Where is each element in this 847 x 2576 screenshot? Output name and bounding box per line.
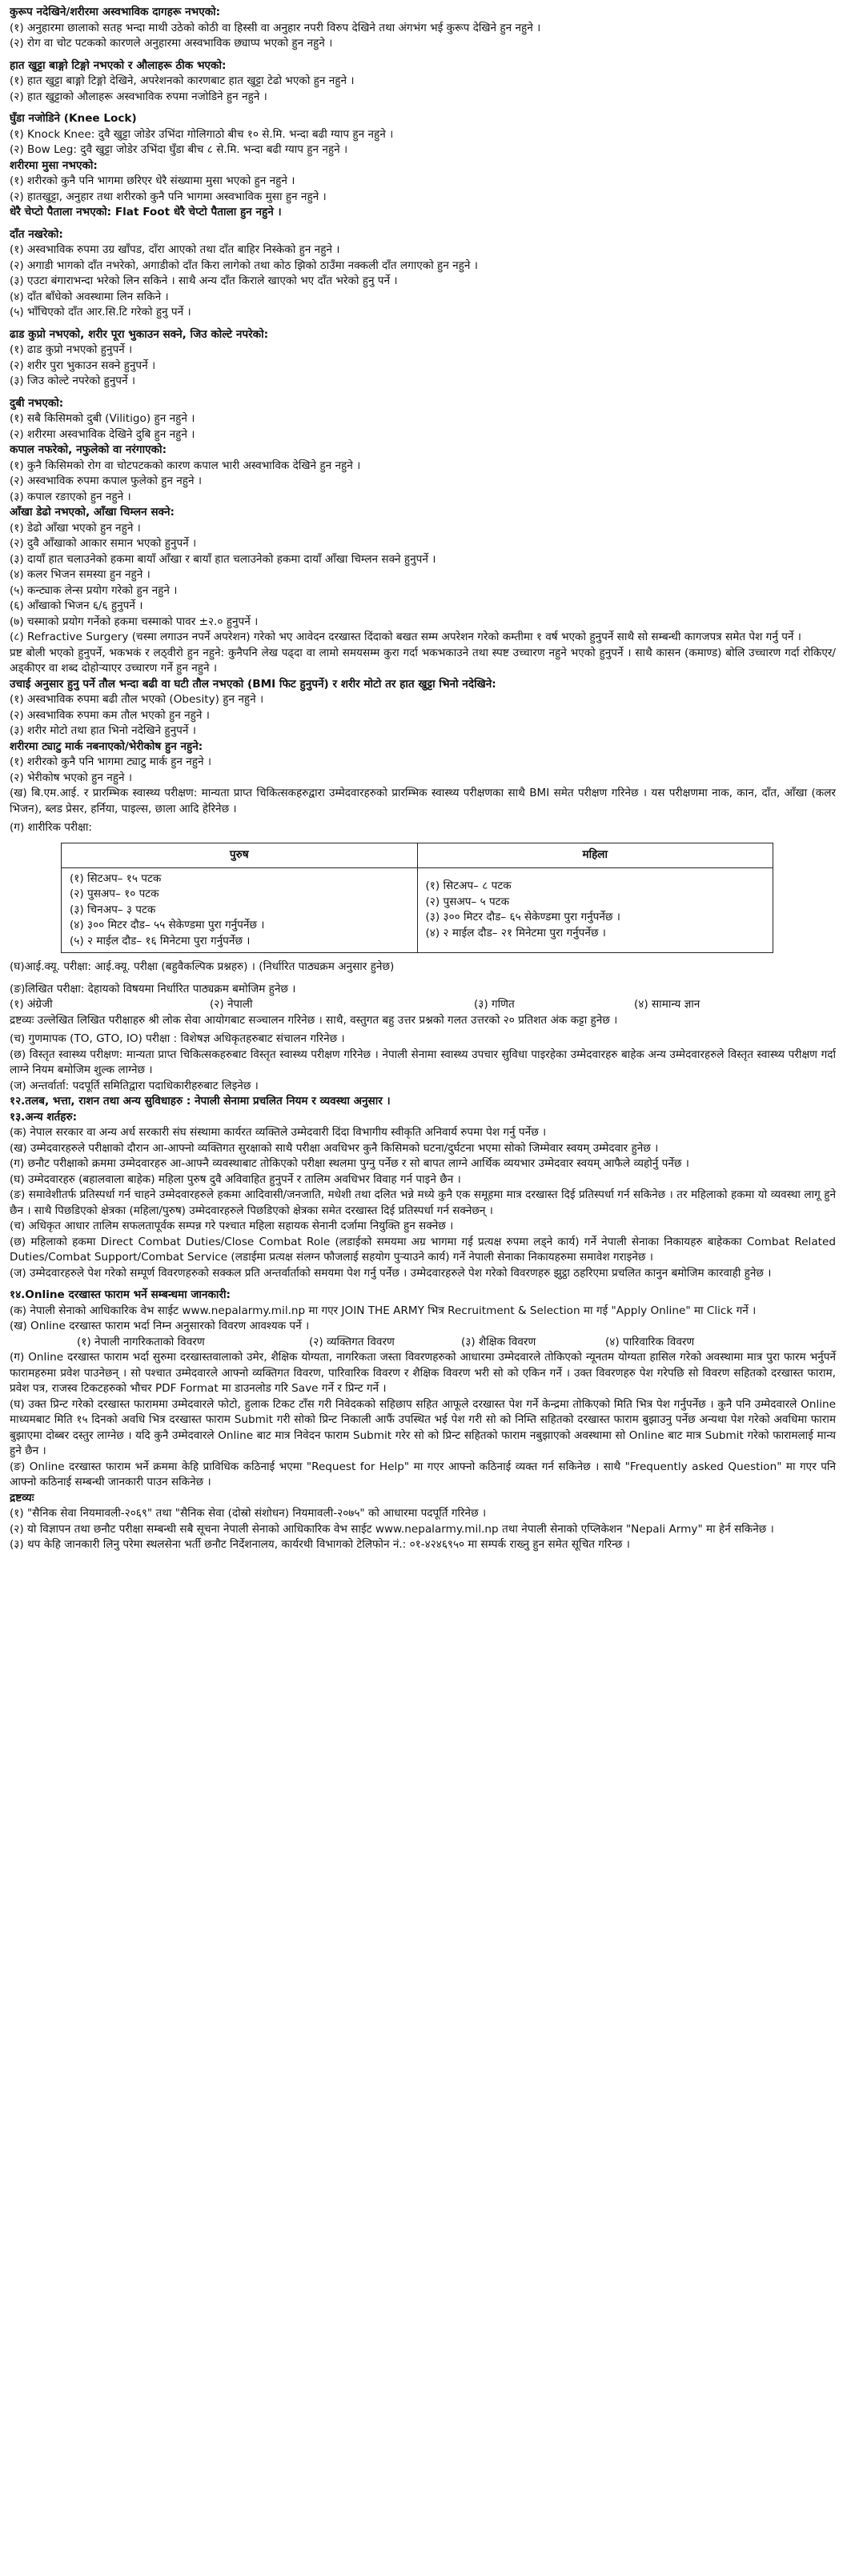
text-line: (२) यो विज्ञापन तथा छनौट परीक्षा सम्बन्धी सबै सूचना नेपाली सेनाको आधिकारिक वेभ साईट www.nepalarmy.mil.np तथा नेपाली सेनाको एप्लिकेशन "Nepali Army" मा हेर्न सकिनेछ । — [10, 1522, 774, 1536]
text-line: (२) अस्वभाविक रुपमा कपाल फुलेको हुन नहुने । — [10, 475, 203, 487]
text-line: (ग) Online दरखास्त फाराम भर्दा सुरुमा दरखास्तवालाको उमेर, शैक्षिक योग्यता, नागरिकता जस्ता विवरणहरुको आधारमा उम्मेदवारले तोकिएको न्यूनतम योग्यता हासिल गरेको अवस्थामा मात्र पुरा फारम भर्नुपर्ने फारामहरुमा प्रवेश पाउनेछन् । सो पश्चात उम्मेदवारले आफ्नो व्यक्तिगत विवरण, पारिवारिक विवरण र शैक्षिक विवरण भरी सो को एकिन गर्ने । उक्त विवरणहरु पेश गरेपछि सो विवरण सहितको दरखास्त फाराम, प्रवेश पत्र, राजस्व टिकटहरुको भौचर PDF Format मा डाउनलोड गरि Save गर्ने र प्रिन्ट गर्ने । — [10, 1351, 836, 1395]
section-heading: धेरै चेप्टो पैताला नभएको: Flat Foot धेरै चेप्टो पैताला हुन नहुने । — [10, 206, 282, 218]
section-heading: ढाड कुप्रो नभएको, शरीर पूरा भुकाउन सक्ने, जिउ कोल्टे नपरेको: — [10, 327, 269, 341]
text-line: (२) Bow Leg: दुवै खुट्टा जोडेर उभिंदा घुँडा बीच ८ से.मि. भन्दा बढी ग्याप हुन नहुने । — [10, 143, 348, 156]
female-item: (२) पुसअप– ५ पटक — [425, 895, 510, 908]
spacer — [10, 321, 836, 327]
subject-item: (३) गणित — [474, 998, 515, 1011]
online-item: (२) व्यक्तिगत विवरण — [309, 1335, 395, 1348]
text-line: (१) अस्वभाविक रुपमा उग्र खाँपड, दाँरा आएको तथा दाँत बाहिर निस्केको हुन नहुने । — [10, 243, 340, 256]
section-heading: १४.Online दरखास्त फाराम भर्ने सम्बन्धमा जानकारी: — [10, 1288, 231, 1301]
female-item: (१) सिटअप– ८ पटक — [425, 879, 512, 893]
section-heading: आँखा डेढो नभएको, आँखा चिम्लन सक्ने: — [10, 506, 175, 519]
text-line: (घ) उक्त प्रिन्ट गरेको दरखास्त फाराममा उम्मेदवारले फोटो, हुलाक टिकट टाँस गरी निवेदकको सहिछाप सहित आफूले दरखास्त पेश गर्ने केन्द्रमा तोकिएको मिति भित्र पेश गर्नुपर्नेछ । कुनै पनि उम्मेदवारले Online माध्यमबाट मिति १५ दिनको अवधि भित्र दरखास्त फाराम Submit गरी सोको प्रिन्ट निकाली आफैं उपस्थित भई पेश गरी सो को निम्ति सहितको दरखास्त फाराम बुझाउनु पर्नेछ अन्यथा पेश गरेको अवधिमा फाराम बुझाएमा दोब्बर दस्तुर लाग्नेछ । यदि कुनै उम्मेदवारले Online बाट मात्र निवेदन फाराम Submit गरेर सो को प्रिन्ट सहितको फाराम नबुझाएको अवस्थामा सो Online बाट मात्र Submit गरेको फारामलाई मान्य हुने छैन । — [10, 1397, 836, 1457]
female-item: (४) २ माईल दौड– २१ मिनेटमा पुरा गर्नुपर्नेछ । — [425, 926, 606, 939]
section-heading: हात खुट्टा बाङ्गो टिङ्गो नभएको र औलाहरू ठीक भएको: — [10, 58, 227, 72]
text-line: (१) अस्वभाविक रुपमा बढी तौल भएको (Obesity) हुन नहुने । — [10, 693, 264, 706]
physical-test-heading: (ग) शारीरिक परीक्षा: — [10, 821, 92, 834]
text-line: (२) दुवै आँखाको आकार समान भएको हुनुपर्ने । — [10, 537, 197, 550]
text-line: (ङ) समावेशीतर्फ प्रतिस्पर्धा गर्न चाहने उम्मेदवारहरुले हकमा आदिवासी/जनजाति, मधेशी तथा दलित भन्ने मध्ये कुनै एक समूहमा मात्र दरखास्त दिई प्रतिस्पर्धा गर्न सकिनेछ । तर महिलाको हकमा यो व्यवस्था लागू हुने छैन । साथै पिछडिएको क्षेत्रका (महिला/पुरुष) उम्मेदवारहरुले पिछडिएको क्षेत्रका समेत दरखास्त दिई प्रतिस्पर्धा गर्न सक्नेछन् । — [10, 1188, 836, 1217]
section-heading: १३.अन्य शर्तहरु: — [10, 1110, 78, 1124]
text-line: (६) आँखाको भिजन ६/६ हुनुपर्ने । — [10, 599, 143, 612]
tests-section — [10, 959, 836, 997]
section-heading: शरीरमा मुसा नभएको: — [10, 158, 98, 172]
text-line: (२) अस्वभाविक रुपमा कम तौल भएको हुन नहुने । — [10, 708, 210, 722]
text-line: (ज) अन्तर्वार्ता: पदपूर्ति समितिद्वारा पदाधिकारीहरुबाट लिइनेछ । — [10, 1079, 259, 1092]
online-instructions-section — [10, 1350, 836, 1553]
text-line: (२) शरीर पुरा भुकाउन सक्ने हुनुपर्ने । — [10, 359, 156, 372]
spacer — [10, 1281, 836, 1288]
text-line: (क) नेपाली सेनाको आधिकारिक वेभ साईट www.nepalarmy.mil.np मा गएर JOIN THE ARMY भित्र Recruitment & Selection मा गई "Apply Online" मा Click गर्ने । — [10, 1304, 757, 1317]
text-line: (४) कलर भिजन समस्या हुन नहुने । — [10, 568, 151, 581]
male-item: (५) २ माईल दौड– १६ मिनेटमा पुरा गर्नुपर्नेछ । — [70, 934, 251, 947]
female-item: (३) ३०० मिटर दौड– ६५ सेकेण्डमा पुरा गर्नुपर्नेछ । — [425, 911, 620, 924]
text-line: (ग) छनौट परीक्षाको क्रममा उम्मेदवारहरु आ-आफ्नै व्यवस्थाबाट तोकिएको परीक्षा स्थलमा पुग्नु पर्नेछ र सो बापत लाग्ने आर्थिक व्ययभार उम्मेदवार स्वयम् आफैले व्यहोर्नु पर्नेछ । — [10, 1157, 689, 1170]
text-line: (२) अगाडी भागको दाँत नभरेको, अगाडीको दाँत किरा लागेको तथा कोठ झिको ठाउँमा नक्कली दाँत लगाएको हुन नहुने । — [10, 258, 478, 272]
male-header: पुरुष — [62, 843, 418, 867]
text-line: (१) Knock Knee: दुवै खुट्टा जोडेर उभिंदा गोलिगाठो बीच १० से.मि. भन्दा बढी ग्याप हुन नहुने । — [10, 127, 394, 141]
text-line: (१) कुनै किसिमको रोग वा चोटपटकको कारण कपाल भारी अस्वभाविक देखिने हुन नहुने । — [10, 459, 361, 472]
text-line: (३) दायाँ हात चलाउनेको हकमा बायाँ आँखा र बायाँ हात चलाउनेको हकमा दायाँ आँखा चिम्लन सक्ने हुनुपर्ने । — [10, 552, 436, 566]
text-line: (ख) बि.एम.आई. र प्रारम्भिक स्वास्थ्य परीक्षण: मान्यता प्राप्त चिकित्सकहरुद्वारा उम्मेदवारहरुको प्रारम्भिक स्वास्थ्य परीक्षणका साथै BMI समेत परीक्षण गरिनेछ । यस परीक्षणमा नाक, कान, दाँत, आँखा (कलर भिजन), ब्लड प्रेसर, हर्निया, पाइल्स, छाला आदि हेरिनेछ । — [10, 787, 836, 815]
text-line: (३) थप केहि जानकारी लिनु परेमा स्थलसेना भर्ती छनौट निर्देशनालय, कार्यरथी विभागको टेलिफोन नं.: ०१-४२४६९५० मा सम्पर्क राख्नु हुन समेत सूचित गरिन्छ । — [10, 1538, 630, 1551]
male-item: (२) पुसअप– १० पटक — [70, 887, 159, 900]
section-heading: उचाई अनुसार हुनु पर्ने तौल भन्दा बढी वा घटी तौल नभएको (BMI फिट हुनुपर्ने) र शरीर मोटो तर हात खुट्टा भिनो नदेखिने: — [10, 677, 496, 691]
text-line: (१) अनुहारमा छालाको सतह भन्दा माथी उठेको कोठी वा हिस्सी वा अनुहार नपरी विरुप देखिने तथा अंगभंग भई कुरूप देखिने हुन नहुने । — [10, 21, 541, 34]
text-line: (२) रोग वा चोट पटकको कारणले अनुहारमा अस्वभाविक छ्याप्प भएको हुन नहुने । — [10, 37, 333, 50]
text-line: द्रष्टव्यः उल्लेखित लिखित परीक्षाहरु श्री लोक सेवा आयोगबाट सञ्चालन गरिनेछ । साथै, वस्तुगत बहु उत्तर प्रश्नको गलत उत्तरको २० प्रतिशत अंक कट्टा हुनेछ । — [10, 1013, 618, 1027]
conditions-section — [10, 1013, 836, 1335]
text-line: (क) नेपाल सरकार वा अन्य अर्ध सरकारी संघ संस्थामा कार्यरत व्यक्तिले उम्मेदवारी दिंदा विभागीय स्वीकृति अनिवार्य रुपमा पेश गर्नु पर्नेछ । — [10, 1126, 547, 1139]
online-item: (१) नेपाली नागरिकताको विवरण — [77, 1335, 205, 1348]
spacer — [10, 976, 836, 982]
text-line: (२) हातखुट्टा, अनुहार तथा शरीरको कुनै पनि भागमा अस्वभाविक मुसा हुन नहुने । — [10, 190, 327, 203]
text-line: (१) डेढो आँखा भएको हुन नहुने । — [10, 521, 141, 535]
male-item: (३) चिनअप– ३ पटक — [70, 903, 156, 916]
section-heading: दुबी नभएको: — [10, 396, 64, 410]
text-line: (५) कन्ट्याक लेन्स प्रयोग गरेको हुन नहुने । — [10, 583, 178, 597]
text-line: (ख) उम्मेदवारहरुले परीक्षाको दौरान आ-आफ्नो व्यक्तिगत सुरक्षाको साथै परीक्षा अवधिभर कुनै किसिमको घटना/दुर्घटना भएमा सोको जिम्मेवार स्वयम् उम्मेदवार हुनेछ । — [10, 1141, 659, 1155]
requirements-section — [10, 5, 836, 817]
written-subjects — [10, 997, 836, 1013]
text-line: (घ)आई.क्यू. परीक्षा: आई.क्यू. परीक्षा (बहुवैकल्पिक प्रश्नहरु) । (निर्धारित पाठ्यक्रम अनुसार हुनेछ) — [10, 960, 395, 973]
text-line: (छ) विस्तृत स्वास्थ्य परीक्षण: मान्यता प्राप्त चिकित्सकहरुबाट विस्तृत स्वास्थ्य परीक्षण गरिनेछ । नेपाली सेनामा स्वास्थ्य उपचार सुविधा पाइरहेका उम्मेदवारहरु बाहेक अन्य उम्मेदवारहरुले विस्तृत स्वास्थ्य परीक्षण गर्दा लाग्ने नियम बमोजिम शुल्क लाग्नेछ । — [10, 1048, 836, 1076]
subject-item: (४) सामान्य ज्ञान — [634, 998, 700, 1011]
text-line: (१) ढाड कुप्रो नभएको हुनुपर्ने । — [10, 343, 133, 356]
text-line: (२) शरीरमा अस्वभाविक देखिने दुबि हुन नहुने । — [10, 427, 195, 441]
section-heading: घुँडा नजोडिने (Knee Lock) — [10, 112, 137, 125]
text-line: (२) भेरीकोष भएको हुन नहुने । — [10, 771, 132, 784]
subject-item: (२) नेपाली — [210, 998, 253, 1011]
text-line: (छ) महिलाको हकमा Direct Combat Duties/Close Combat Role (लडाईको समयमा अग्र भागमा गई प्रत्यक्ष रुपमा लड्ने कार्य) गर्ने नेपाली सेनाका निकायहरु बाहेकका Combat Related Duties/Combat Support/Combat Service (लडाईमा प्रत्यक्ष संलग्न फौजलाई सहयोग पुऱ्याउने कार्य) गर्ने नेपाली सेनाका निकायहरुमा समावेश गराइनेछ । — [10, 1235, 836, 1264]
text-line: (२) हात खुट्टाको औलाहरू अस्वभाविक रुपमा नजोडिने हुन नहुने । — [10, 90, 267, 103]
section-heading: कुरूप नदेखिने/शरीरमा अस्वभाविक दागहरू नभएको: — [10, 6, 221, 18]
section-heading: दाँत नखरेको: — [10, 227, 63, 241]
section-heading: कपाल नफरेको, नफुलेको वा नरंगाएको: — [10, 443, 167, 456]
text-line: (ङ) Online दरखास्त फाराम भर्ने क्रममा केहि प्राविधिक कठिनाई भएमा "Request for Help" मा गएर आफ्नो कठिनाई व्यक्त गर्न सकिनेछ । साथै "Frequently asked Question" मा गएर पनि आफ्नो कठिनाई सम्बन्धी जानकारी पाउन सकिनेछ । — [10, 1460, 836, 1488]
text-line: प्रष्ट बोली भएको हुनुपर्ने, भकभकं र लठ्वीरो हुन नहुने: कुनैपनि लेख पढ्दा वा लामो समयसम्म कुरा गर्दा भकभकाउने तथा स्पष्ट उच्चारण नहुने भएको हुनुपर्ने । साथै कासन (कमाण्ड) बोलि उच्चारण गर्दा रोकिएर/अड्कीएर वा शब्द दोहोऱ्याएर उच्चारण गर्ने हुन नहुने । — [10, 646, 836, 675]
text-line: (ज) उम्मेदवारहरुले पेश गरेको सम्पूर्ण विवरणहरुको सक्कल प्रति अन्तर्वार्ताको समयमा पेश गर्नु पर्नेछ । उम्मेदवारहरुले पेश गरेको विवरणहरु झुट्ठा ठहरिएमा प्रचलित कानुन बमोजिम कारवाही हुनेछ । — [10, 1266, 772, 1280]
text-line: (ङ)लिखित परीक्षा: देहायको विषयमा निर्धारित पाठ्यक्रम बमोजिम हुनेछ । — [10, 982, 296, 996]
online-item: (४) पारिवारिक विवरण — [605, 1335, 695, 1348]
text-line: (१) "सैनिक सेवा नियमावली-२०६९" तथा "सैनिक सेवा (दोस्रो संशोधन) नियमावली-२०७५" को आधारमा पदपूर्ति गरिनेछ । — [10, 1507, 487, 1520]
female-items-cell — [417, 867, 773, 953]
text-line: (च) गुणमापक (TO, GTO, IO) परीक्षा : विशेषज्ञ अधिकृतहरुबाट संचालन गरिनेछ । — [10, 1032, 345, 1045]
female-header: महिला — [417, 843, 773, 867]
text-line: (ख) Online दरखास्त फाराम भर्दा निम्न अनुसारको विवरण आवश्यक पर्ने । — [10, 1320, 310, 1332]
text-line: (घ) उम्मेदवारहरु (बहालवाला बाहेक) महिला पुरुष दुवै अविवाहित हुनुपर्ने र तालिम अवधिभर विवाह गर्न पाइने छैन । — [10, 1172, 461, 1186]
male-item: (१) सिटअप– १५ पटक — [70, 871, 162, 885]
physical-test-table — [61, 843, 773, 954]
subject-item: (१) अंग्रेजी — [10, 998, 53, 1011]
text-line: (८) Refractive Surgery (चस्मा लगाउन नपर्ने अपरेशन) गरेको भए आवेदन दरखास्त दिंदाको बखत सम्म अपरेशन गरेको कम्तीमा १ वर्ष भएको हुनुपर्ने साथै सो सम्बन्धी कागजपत्र समेत पेश गर्नु पर्ने । — [10, 631, 801, 643]
online-item: (३) शैक्षिक विवरण — [461, 1335, 536, 1348]
spacer — [10, 390, 836, 396]
section-heading: शरीरमा ट्याटु मार्क नबनाएको/भेरीकोष हुन नहुने: — [10, 739, 203, 753]
text-line: (५) भाँचिएको दाँत आर.सि.टि गरेको हुनु पर्ने । — [10, 306, 191, 318]
male-items-cell — [62, 867, 418, 953]
male-item: (४) ३०० मिटर दौड– ५५ सेकेण्डमा पुरा गर्नुपर्नेछ । — [70, 919, 265, 931]
text-line: (१) सबै किसिमको दुबी (Vilitigo) हुन नहुने । — [10, 412, 195, 425]
online-required-items — [10, 1335, 836, 1351]
text-line: (१) शरीरको कुनै पनि भागमा छरिएर धेरै संख्यामा मुसा भएको हुन नहुने । — [10, 174, 295, 187]
text-line: (४) दाँत बाँधेको अवस्थामा लिन सकिने । — [10, 290, 169, 303]
text-line: (३) कपाल रङाएको हुन नहुने । — [10, 490, 131, 503]
text-line: (१) हात खुट्टा बाङ्गो टिङ्गो देखिने, अपरेशनको कारणबाट हात खुट्टा टेढो भएको हुन नहुने । — [10, 74, 355, 87]
text-line: (३) शरीर मोटो तथा हात भिनो नदेखिने हुनुपर्ने । — [10, 724, 196, 737]
section-heading: द्रष्टव्यः — [10, 1491, 34, 1504]
spacer — [10, 105, 836, 111]
section-heading: १२.तलब, भत्ता, राशन तथा अन्य सुविधाहरु : नेपाली सेनामा प्रचलित नियम र व्यवस्था अनुसार । — [10, 1095, 391, 1108]
text-line: (३) एउटा बंगाराभन्दा भरेको लिन सकिने । साथै अन्य दाँत किराले खाएको भए दाँत भरेको हुनु पर्ने । — [10, 274, 398, 287]
spacer — [10, 221, 836, 227]
spacer — [10, 52, 836, 58]
text-line: (१) शरीरको कुनै पनि भागमा ट्याटु मार्क हुन नहुने । — [10, 755, 212, 768]
text-line: (७) चस्माको प्रयोग गर्नेको हकमा चस्माको पावर ±२.० हुनुपर्ने । — [10, 615, 259, 628]
text-line: (३) जिउ कोल्टे नपरेको हुनुपर्ने । — [10, 375, 136, 387]
text-line: (च) अधिकृत आधार तालिम सफलतापूर्वक सम्पन्न गरे पश्चात महिला सहायक सेनानी दर्जामा नियुक्ति हुन सक्नेछ । — [10, 1220, 454, 1232]
